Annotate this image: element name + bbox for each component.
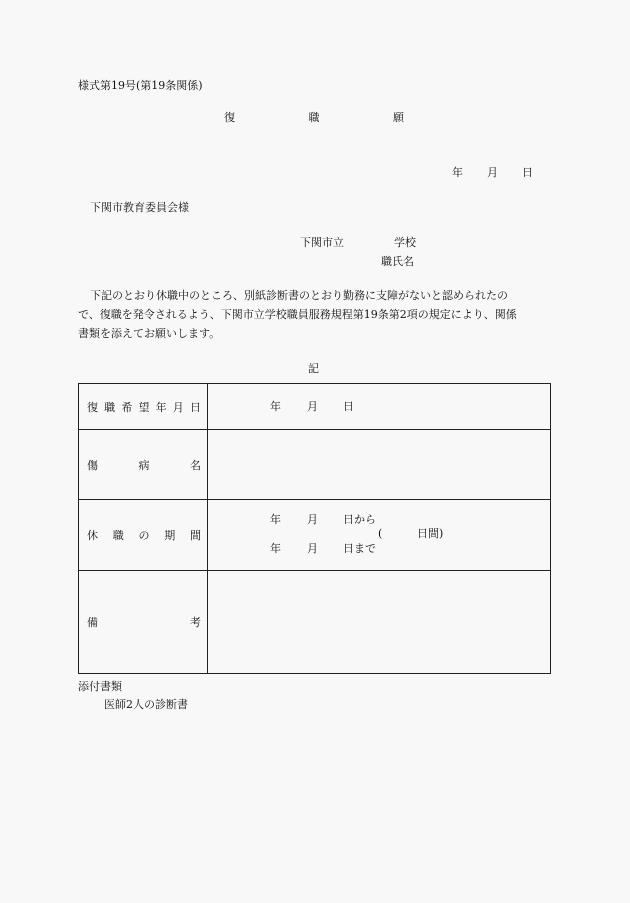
title-char: 願 [393, 111, 404, 124]
title-char: 職 [308, 111, 320, 124]
addressee: 下関市教育委員会様 [90, 201, 189, 214]
return-date-value: 年 月 日 [208, 384, 551, 430]
leave-period-label: 休 職 の 期 間 [79, 500, 208, 571]
attachments-heading: 添付書類 [78, 680, 122, 693]
form-number: 様式第19号(第19条関係) [78, 79, 203, 92]
illness-name-value [208, 430, 551, 500]
body-line-2: で、復職を発令されるよう、下関市立学校職員服務規程第19条第2項の規定により、関係 [78, 308, 517, 321]
title-char: 復 [224, 111, 235, 124]
date-month: 月 [487, 166, 498, 179]
date-day: 日 [522, 166, 533, 179]
staff-name-label: 職氏名 [381, 255, 414, 268]
school-suffix: 学校 [394, 236, 416, 249]
remarks-label: 備 考 [79, 571, 208, 674]
leave-period-value: 年 月 日から ( 日間) 年 月 日まで [208, 500, 551, 571]
ki-label: 記 [308, 362, 319, 375]
table-row [79, 384, 551, 430]
document-title [224, 111, 404, 125]
date-year: 年 [452, 166, 463, 179]
school-prefix: 下関市立 [300, 236, 344, 249]
table-row [79, 571, 551, 674]
illness-name-label: 傷 病 名 [79, 430, 208, 500]
remarks-value [208, 571, 551, 674]
table-row [79, 500, 551, 571]
attachment-item: 医師2人の診断書 [104, 698, 188, 711]
body-line-3: 書類を添えてお願いします。 [78, 327, 221, 340]
body-line-1: 下記のとおり休職中のところ、別紙診断書のとおり勤務に支障がないと認められたの [90, 289, 508, 302]
return-request-table [78, 383, 551, 674]
return-date-label: 復 職 希 望 年 月 日 [79, 384, 208, 430]
table-row [79, 430, 551, 500]
